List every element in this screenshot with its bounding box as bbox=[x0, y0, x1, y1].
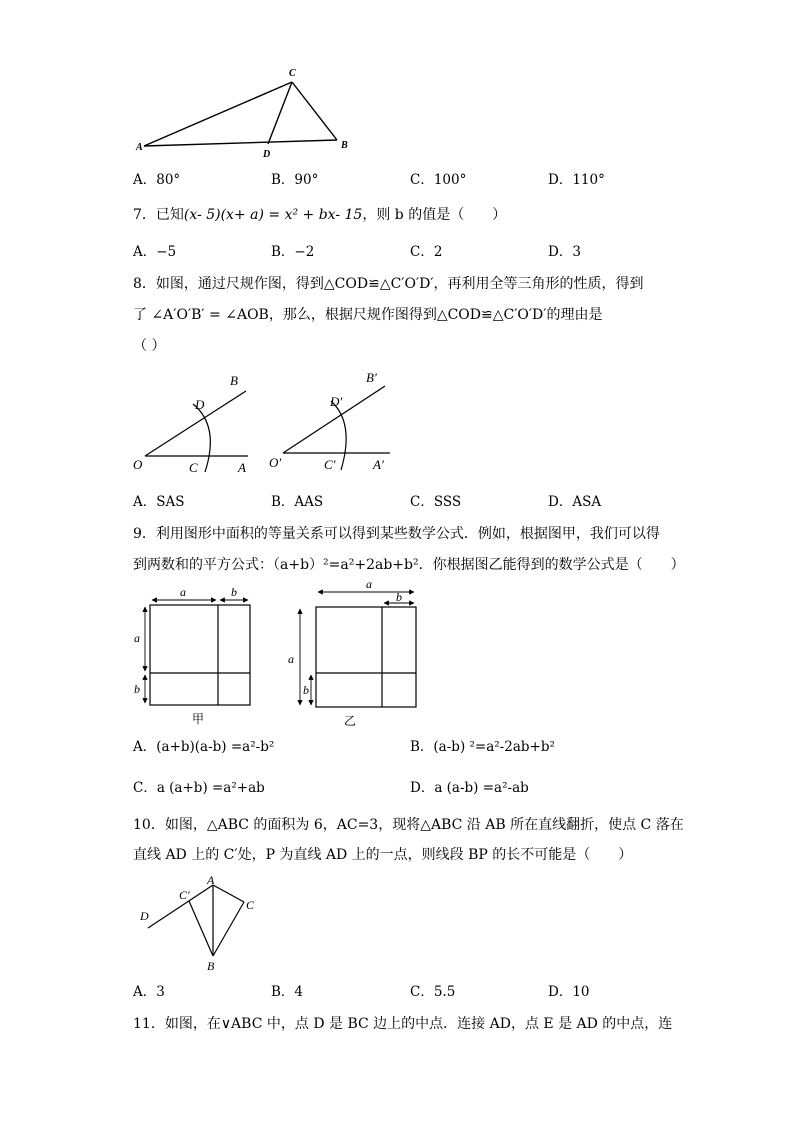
label-a-prime: A′ bbox=[373, 457, 384, 472]
q7-suffix: ，则 b 的值是（ ） bbox=[362, 207, 507, 223]
q8-line-2: 了 ∠A′O′B′ = ∠AOB，那么，根据尺规作图得到△COD≌△C′O′D′的理由是 bbox=[133, 307, 603, 323]
label-c: C bbox=[189, 460, 198, 475]
q8-line-3: （ ） bbox=[133, 338, 166, 354]
q8-option-a: A．SAS bbox=[133, 494, 185, 510]
q10-label-b: B bbox=[207, 959, 215, 973]
q7-option-d: D．3 bbox=[548, 244, 581, 260]
yi-label-b-side: b bbox=[303, 683, 309, 697]
triangle-figure-q6 bbox=[130, 62, 360, 162]
q7-equals: = bbox=[263, 207, 285, 223]
label-d: D bbox=[195, 397, 205, 412]
angle-construction-figure bbox=[128, 368, 398, 480]
q10-label-c-prime: C′ bbox=[179, 888, 190, 902]
yi-label-a-side: a bbox=[288, 652, 294, 666]
q10-option-b: B．4 bbox=[271, 984, 304, 1000]
q8-option-b: B．AAS bbox=[271, 494, 324, 510]
q6-option-b: B．90° bbox=[271, 172, 319, 188]
q9-line-1: 9．利用图形中面积的等量关系可以得到某些数学公式．例如，根据图甲，我们可以得 bbox=[133, 526, 660, 542]
label-c-prime: C′ bbox=[324, 457, 336, 472]
yi-caption: 乙 bbox=[344, 714, 357, 728]
q6-option-c: C．100° bbox=[410, 172, 467, 188]
q9-option-a: A．(a+b)(a-b) =a²-b² bbox=[133, 739, 275, 755]
jia-caption: 甲 bbox=[192, 712, 205, 726]
q7-prefix: 7．已知 bbox=[133, 207, 184, 223]
vertex-label-a: A bbox=[136, 142, 143, 153]
label-b-prime: B′ bbox=[366, 370, 377, 385]
q10-label-d: D bbox=[140, 909, 149, 923]
q8-option-c: C．SSS bbox=[410, 494, 462, 510]
q7-expr-left: (x- 5)(x+ a) bbox=[183, 207, 264, 223]
yi-label-a-top: a bbox=[366, 578, 372, 591]
vertex-label-d: D bbox=[263, 149, 271, 160]
q10-option-a: A．3 bbox=[133, 984, 165, 1000]
yi-label-b-top: b bbox=[396, 590, 402, 604]
jia-label-a-top: a bbox=[180, 585, 186, 599]
vertex-label-c: C bbox=[289, 68, 296, 79]
q7-option-b: B．−2 bbox=[271, 244, 315, 260]
q7-option-c: C．2 bbox=[410, 244, 443, 260]
area-figures-jia-yi bbox=[130, 578, 440, 728]
q9-option-d: D．a (a-b) =a²-ab bbox=[410, 780, 529, 796]
jia-label-b-side: b bbox=[134, 682, 140, 696]
jia-label-b-top: b bbox=[231, 585, 237, 599]
fold-figure-q10 bbox=[136, 872, 276, 977]
q9-option-c: C．a (a+b) =a²+ab bbox=[133, 780, 265, 796]
q10-label-c: C bbox=[246, 898, 255, 912]
label-a: A bbox=[238, 460, 246, 475]
q7-stem bbox=[133, 205, 506, 225]
q10-option-d: D．10 bbox=[548, 984, 590, 1000]
q9-option-b: B．(a-b) ²=a²-2ab+b² bbox=[410, 739, 555, 755]
q10-line-2: 直线 AD 上的 C′处，P 为直线 AD 上的一点，则线段 BP 的长不可能是（ ） bbox=[133, 847, 633, 863]
label-o: O bbox=[133, 457, 143, 472]
q9-line-2: 到两数和的平方公式：（a+b）²=a²+2ab+b²．你根据图乙能得到的数学公式是（ ） bbox=[133, 557, 685, 573]
q8-option-d: D．ASA bbox=[548, 494, 602, 510]
q10-line-1: 10．如图，△ABC 的面积为 6，AC=3，现将△ABC 沿 AB 所在直线翻折，使点 C 落在 bbox=[133, 817, 684, 833]
label-o-prime: O′ bbox=[269, 455, 282, 470]
jia-label-a-side: a bbox=[134, 631, 140, 645]
q8-line-1: 8．如图，通过尺规作图，得到△COD≌△C′O′D′，再利用全等三角形的性质，得到 bbox=[133, 276, 644, 292]
q7-expr-right: x² + bx- 15 bbox=[284, 207, 363, 223]
q10-label-a: A bbox=[207, 873, 215, 887]
label-b: B bbox=[230, 373, 238, 388]
q7-option-a: A．−5 bbox=[133, 244, 177, 260]
q11-line-1: 11．如图，在∨ABC 中，点 D 是 BC 边上的中点．连接 AD，点 E 是 AD 的中点，连 bbox=[133, 1016, 673, 1032]
label-d-prime: D′ bbox=[330, 394, 343, 409]
q6-option-d: D．110° bbox=[548, 172, 605, 188]
q6-option-a: A．80° bbox=[133, 172, 181, 188]
q10-option-c: C．5.5 bbox=[410, 984, 456, 1000]
vertex-label-b: B bbox=[341, 140, 348, 151]
